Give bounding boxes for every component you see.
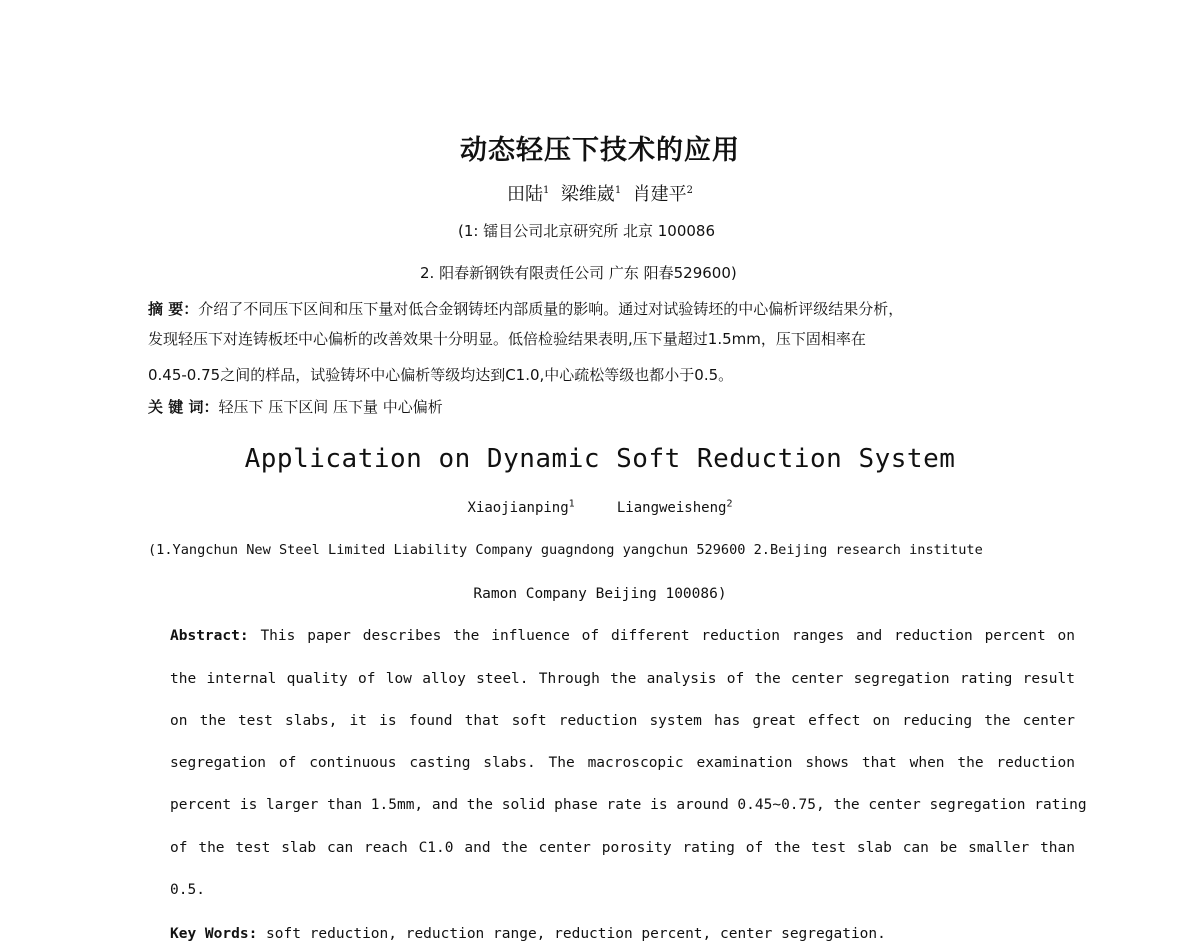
chinese-title: 动态轻压下技术的应用 [460, 135, 740, 166]
english-keywords-text: soft reduction, reduction range, reduction percent, center segregation. [266, 926, 886, 942]
english-abstract-text: This paper describes the influence of different reduction ranges and reduction percent on [260, 628, 1076, 644]
english-title: Application on Dynamic Soft Reduction System [244, 444, 956, 474]
chinese-abstract-line [148, 298, 903, 319]
english-keywords-label: Key Words: [170, 926, 258, 942]
english-abstract-line: 0.5. [170, 882, 205, 898]
chinese-abstract-line: 0.45-0.75之间的样品，试验铸坏中心偏析等级均达到C1.0,中心疏松等级也都小于0.5。 [148, 366, 734, 384]
author-mark: 1 [542, 185, 550, 196]
english-keywords [170, 926, 1075, 942]
english-abstract-line: segregation of continuous casting slabs. The macroscopic examination shows that when the reduction [170, 755, 1075, 771]
chinese-keywords-label: 关 键 词： [148, 398, 219, 416]
english-abstract-line: the internal quality of low alloy steel. Through the analysis of the center segregation rating result [170, 671, 1075, 687]
author-mark: 2 [686, 185, 694, 196]
english-abstract-line: on the test slabs, it is found that soft reduction system has great effect on reducing the center [170, 713, 1075, 729]
english-abstract-line: percent is larger than 1.5mm, and the solid phase rate is around 0.45~0.75, the center segregation rating [170, 797, 1087, 813]
author-name: 田陆 [506, 184, 543, 205]
english-abstract-line [170, 628, 1075, 644]
chinese-abstract-text: 介绍了不同压下区间和压下量对低合金钢铸坯内部质量的影响。通过对试验铸坯的中心偏析评级结果分析， [198, 300, 904, 318]
chinese-abstract-label: 摘 要： [148, 300, 199, 318]
chinese-abstract-line: 发现轻压下对连铸板坯中心偏析的改善效果十分明显。低倍检验结果表明,压下量超过1.5mm，压下固相率在 [148, 330, 866, 348]
author-mark: 1 [614, 185, 622, 196]
author-mark: 2 [726, 498, 733, 510]
english-abstract-line: of the test slab can reach C1.0 and the center porosity rating of the test slab can be smaller than [170, 840, 1075, 856]
author-name: 肖建平 [632, 184, 687, 205]
english-affiliation-line: Ramon Company Beijing 100086) [473, 586, 727, 602]
english-affiliation-line: (1.Yangchun New Steel Limited Liability Company guagndong yangchun 529600 2.Beijing research institute [148, 542, 983, 558]
english-abstract-label: Abstract: [170, 628, 249, 644]
english-authors [0, 500, 1200, 516]
chinese-authors [0, 180, 1200, 206]
author-name: Liangweisheng [616, 500, 727, 516]
chinese-affiliation-1: (1: 镭目公司北京研究所 北京 100086 [458, 222, 716, 240]
author-name: 梁维崴 [560, 184, 615, 205]
chinese-affiliation-2: 2. 阳春新钢铁有限责任公司 广东 阳春529600) [420, 264, 737, 282]
chinese-keywords [148, 396, 443, 417]
author-mark: 1 [568, 498, 575, 510]
chinese-keywords-text: 轻压下 压下区间 压下量 中心偏析 [218, 398, 443, 416]
author-name: Xiaojianping [467, 500, 569, 516]
